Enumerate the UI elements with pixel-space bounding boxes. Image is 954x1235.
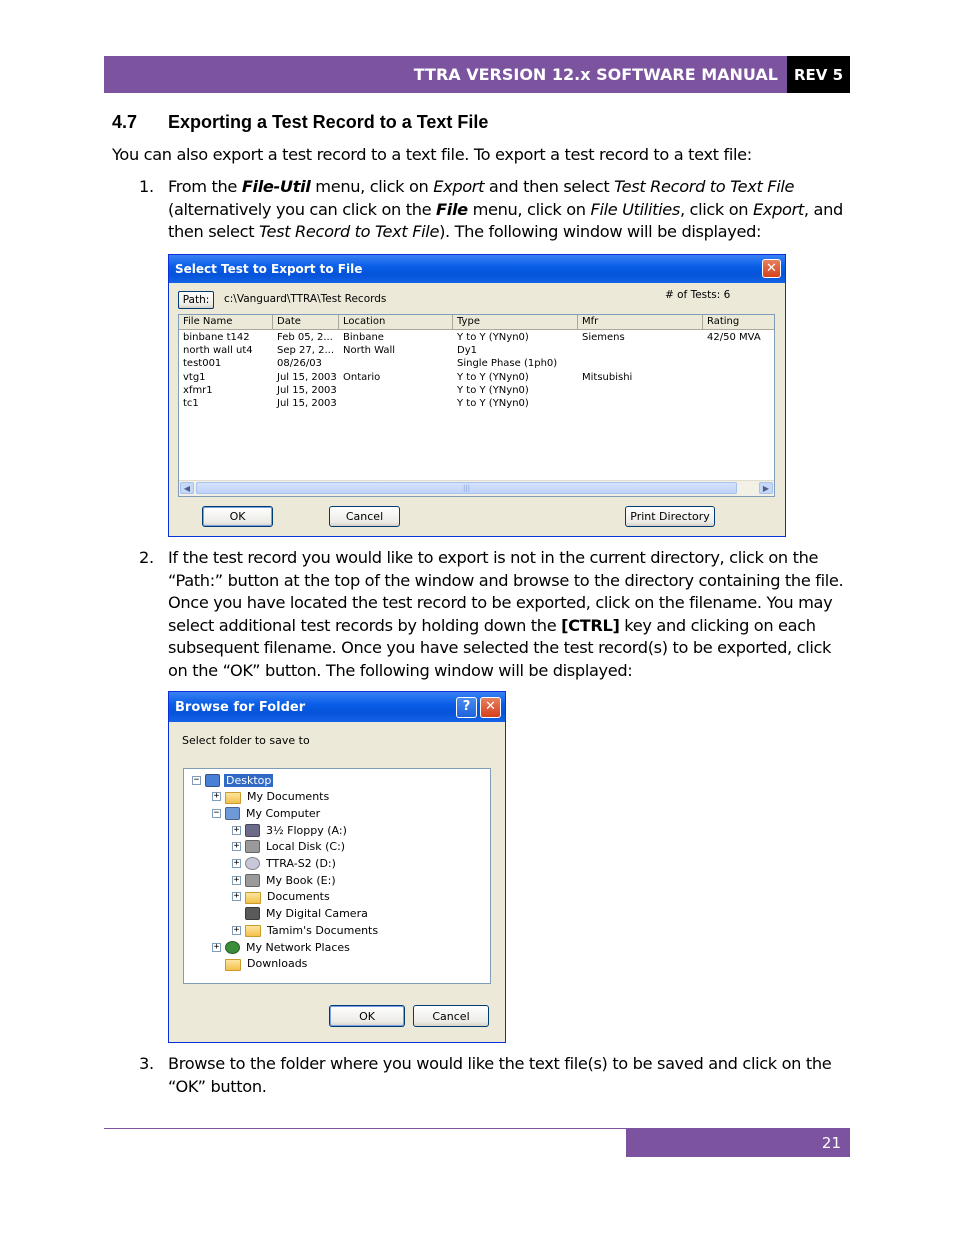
revision-badge: REV 5 [787, 56, 850, 93]
tree-item[interactable] [232, 906, 370, 922]
text-run: File-Util [241, 177, 311, 196]
table-cell: xfmr1 [183, 384, 213, 396]
table-cell: Y to Y (YNyn0) [457, 398, 529, 409]
page-number: 21 [626, 1128, 850, 1157]
tree-item-label: My Digital Camera [266, 907, 368, 921]
table-cell: Y to Y (YNyn0) [457, 332, 529, 343]
step-text [168, 176, 851, 244]
step-number: 2. [139, 548, 154, 567]
hard-drive-icon [245, 840, 260, 853]
expand-icon[interactable]: + [213, 941, 220, 952]
table-row[interactable] [179, 398, 774, 411]
table-cell: tc1 [183, 398, 199, 409]
my-documents-icon [225, 792, 241, 804]
ok-button[interactable]: OK [329, 1005, 405, 1027]
text-run: (alternatively you can click on the [168, 199, 437, 219]
table-row[interactable] [179, 372, 774, 385]
section-number: 4.7 [112, 112, 138, 132]
step-number: 1. [139, 177, 154, 196]
tree-item[interactable] [212, 939, 352, 955]
close-icon[interactable]: ✕ [762, 259, 781, 278]
tree-item-label: My Book (E:) [266, 873, 336, 887]
table-row[interactable] [179, 345, 774, 358]
footer-rule [104, 1128, 626, 1129]
table-cell: Binbane [343, 332, 384, 343]
tree-item[interactable] [192, 772, 273, 788]
table-cell: test001 [183, 358, 222, 370]
text-run: From the [168, 177, 242, 196]
expand-icon[interactable]: + [233, 891, 240, 902]
scroll-left-icon[interactable]: ◀ [180, 482, 194, 494]
collapse-icon[interactable]: − [193, 774, 200, 785]
folder-icon [245, 925, 261, 937]
scroll-thumb[interactable]: ||| [196, 482, 737, 494]
expand-icon[interactable]: + [233, 874, 240, 885]
tree-item[interactable] [232, 889, 332, 905]
tree-item-label: TTRA-S2 (D:) [266, 857, 336, 870]
table-cell: 08/26/03 [277, 358, 322, 370]
tree-item-label: Downloads [247, 957, 308, 971]
column-header[interactable]: File Name [179, 315, 273, 330]
folder-prompt: Select folder to save to [182, 734, 310, 747]
tree-item-label: Desktop [226, 773, 272, 787]
dialog-titlebar [169, 255, 785, 283]
tests-count: # of Tests: 6 [665, 289, 731, 301]
text-run: ). The following window will be displayed: [439, 222, 762, 242]
expand-icon[interactable]: + [233, 824, 240, 835]
tree-item-label: My Documents [247, 790, 330, 804]
folder-tree[interactable] [183, 768, 491, 984]
table-cell: Sep 27, 2... [277, 345, 335, 357]
table-cell: Jul 15, 2003 [277, 371, 337, 383]
tree-item-label: 3½ Floppy (A:) [266, 823, 347, 837]
floppy-drive-icon [245, 824, 260, 837]
cd-drive-icon [245, 857, 260, 870]
table-cell: north wall ut4 [183, 345, 253, 357]
table-cell: Single Phase (1ph0) [457, 358, 558, 370]
tree-item-label: Local Disk (C:) [266, 840, 346, 854]
path-button[interactable]: Path: [178, 291, 214, 309]
camera-icon [245, 907, 260, 920]
section-title: Exporting a Test Record to a Text File [168, 112, 489, 132]
table-cell: 42/50 MVA [707, 332, 761, 343]
tree-item[interactable] [232, 922, 380, 938]
expand-icon[interactable]: + [233, 924, 240, 935]
test-records-list[interactable] [178, 314, 775, 497]
text-run: [CTRL] [561, 615, 620, 635]
expand-icon[interactable]: + [233, 841, 240, 852]
my-computer-icon [225, 807, 240, 820]
desktop-icon [205, 774, 220, 787]
print-directory-button[interactable]: Print Directory [625, 506, 715, 527]
horizontal-scrollbar[interactable] [179, 480, 774, 496]
step-2 [139, 547, 851, 683]
tree-item[interactable] [232, 822, 349, 838]
cancel-button[interactable]: Cancel [329, 506, 400, 527]
expand-icon[interactable]: + [213, 791, 220, 802]
text-run: and then select [484, 177, 615, 196]
tree-item-label: Documents [267, 890, 330, 904]
collapse-icon[interactable]: − [213, 807, 220, 818]
browse-folder-dialog [168, 691, 506, 1043]
table-cell: Y to Y (YNyn0) [457, 384, 529, 396]
table-row[interactable] [179, 332, 774, 345]
table-cell: Jul 15, 2003 [277, 384, 337, 396]
expand-icon [212, 959, 221, 968]
dialog-titlebar [169, 692, 505, 722]
table-cell: binbane t142 [183, 332, 250, 343]
table-cell: Jul 15, 2003 [277, 398, 337, 409]
intro-paragraph: You can also export a test record to a text file. To export a test record to a text file: [112, 145, 752, 164]
column-header[interactable]: Type [453, 315, 578, 330]
table-row[interactable] [179, 358, 774, 371]
help-icon[interactable]: ? [456, 697, 477, 718]
tree-item[interactable] [232, 872, 338, 888]
text-run: Export [753, 199, 804, 219]
folder-icon [245, 892, 261, 904]
tree-item[interactable] [232, 839, 347, 855]
tree-item-label: Tamim's Documents [267, 923, 379, 937]
expand-icon[interactable]: + [233, 858, 240, 868]
table-cell: Ontario [343, 371, 381, 383]
tree-item[interactable] [212, 805, 322, 821]
text-run: File [436, 199, 468, 219]
hard-drive-icon [245, 874, 260, 887]
text-run: If the test record you would like to export is not in the current directory, click on the “Path:” button at the top of the window and browse to the directory containing the file. Once you have located the test record to be exported, click on the filename. You may select additional test records by holding down the [168, 548, 844, 635]
text-run: menu, click on [310, 177, 434, 196]
step-1 [139, 176, 851, 244]
text-run: File Utilities [590, 199, 680, 219]
tree-item-label: My Network Places [246, 940, 350, 954]
dialog-title: Browse for Folder [175, 699, 306, 715]
select-test-dialog [168, 254, 786, 537]
text-run: key and clicking on each subsequent filename. Once you have selected the test record(s) to be exported, click on the “OK” button. The following window will be displayed: [168, 615, 832, 680]
text-run: menu, click on [467, 199, 591, 219]
text-run: Test Record to Text File [259, 222, 440, 242]
text-run: Browse to the folder where you would like the text file(s) to be saved and click on the “OK” button. [168, 1054, 832, 1096]
manual-title: TTRA VERSION 12.x SOFTWARE MANUAL [413, 65, 778, 84]
tree-item[interactable] [212, 956, 309, 972]
cancel-button[interactable]: Cancel [413, 1005, 489, 1027]
expand-icon [232, 909, 241, 918]
ok-button[interactable]: OK [202, 506, 273, 527]
dialog-title: Select Test to Export to File [175, 262, 363, 276]
step-text [168, 1053, 851, 1098]
column-header[interactable]: Rating [703, 315, 775, 330]
step-3 [139, 1053, 851, 1098]
table-cell: Dy1 [457, 345, 477, 357]
table-cell: North Wall [343, 345, 396, 357]
path-value: c:\Vanguard\TTRA\Test Records [224, 293, 387, 305]
page-header [104, 56, 850, 93]
step-number: 3. [139, 1054, 154, 1073]
text-run: Test Record to Text File [614, 177, 795, 196]
folder-icon [225, 959, 241, 971]
tree-item[interactable] [232, 856, 338, 872]
table-cell: Siemens [582, 332, 625, 343]
table-cell: Y to Y (YNyn0) [457, 371, 529, 383]
text-run: , and then select [168, 199, 843, 242]
table-cell: Feb 05, 2... [277, 332, 333, 343]
table-cell: Mitsubishi [582, 371, 633, 383]
text-run: , click on [679, 199, 754, 219]
table-cell: vtg1 [183, 371, 206, 383]
column-header[interactable]: Location [339, 315, 453, 330]
column-header[interactable]: Date [273, 315, 339, 330]
scroll-right-icon[interactable]: ▶ [759, 482, 773, 494]
text-run: Export [433, 177, 485, 196]
column-header[interactable]: Mfr [578, 315, 703, 330]
tree-item[interactable] [212, 789, 331, 805]
tree-item-label: My Computer [246, 806, 321, 820]
close-icon[interactable]: ✕ [480, 697, 501, 718]
section-heading [112, 112, 488, 133]
table-row[interactable] [179, 385, 774, 398]
step-text [168, 547, 851, 683]
network-places-icon [225, 941, 240, 954]
